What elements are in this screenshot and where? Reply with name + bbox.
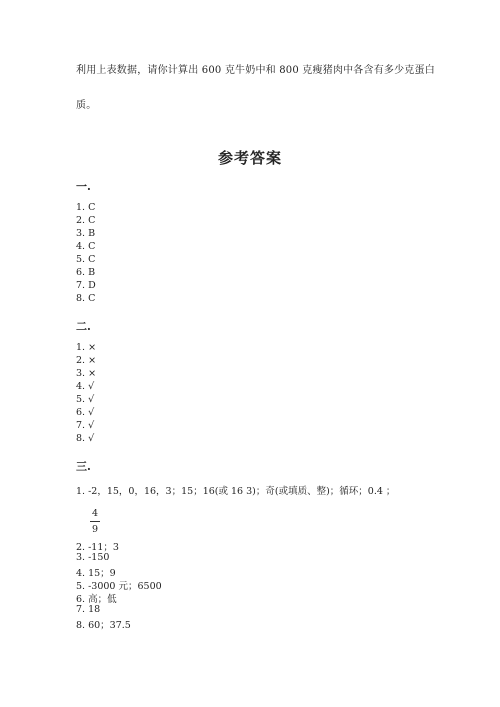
intro-line-1: 利用上表数据，请你计算出 600 克牛奶中和 800 克瘦猪肉中各含有多少克蛋白 <box>76 65 435 76</box>
section-3-answer: 5. -3000 元；6500 <box>76 581 162 592</box>
section-3-answer: 7. 18 <box>76 604 101 615</box>
section-2-answer: 3. × <box>76 368 97 379</box>
section-2-answer: 2. × <box>76 355 97 366</box>
fraction-bar <box>90 521 100 522</box>
section-3-answer: 2. -11；3 <box>76 542 119 553</box>
section-2-answer: 1. × <box>76 342 97 353</box>
section-2-answer: 7. √ <box>76 420 95 431</box>
fraction <box>90 509 100 535</box>
section-3-answer: 3. -150 <box>76 552 110 563</box>
intro-line-2: 质。 <box>76 100 97 111</box>
section-2-answer: 6. √ <box>76 407 95 418</box>
section-1-heading: 一. <box>76 180 91 193</box>
fraction-denominator: 9 <box>91 524 99 535</box>
section-2-answer: 5. √ <box>76 394 95 405</box>
section-1-answer: 4. C <box>76 241 96 252</box>
section-1-answer: 7. D <box>76 280 96 291</box>
section-3-answer: 8. 60；37.5 <box>76 620 131 631</box>
section-1-answer: 6. B <box>76 267 96 278</box>
section-2-answer: 4. √ <box>76 381 95 392</box>
answer-title: 参考答案 <box>217 149 282 167</box>
section-1-answer: 1. C <box>76 202 96 213</box>
section-3-answer-1: 1. -2，15，0，16，3；15；16(或 16 3)；奇(或填质、整)；循环；0.4 ； <box>76 486 396 497</box>
fraction-numerator: 4 <box>91 508 99 519</box>
section-1-answer: 8. C <box>76 293 96 304</box>
section-2-heading: 二. <box>76 320 91 333</box>
section-1-answer: 2. C <box>76 215 96 226</box>
section-2-answer: 8. √ <box>76 433 95 444</box>
section-3-answer: 4. 15；9 <box>76 568 116 579</box>
section-1-answer: 3. B <box>76 228 96 239</box>
section-1-answer: 5. C <box>76 254 96 265</box>
section-3-answer: 6. 高；低 <box>76 594 117 605</box>
section-3-heading: 三. <box>76 460 91 473</box>
